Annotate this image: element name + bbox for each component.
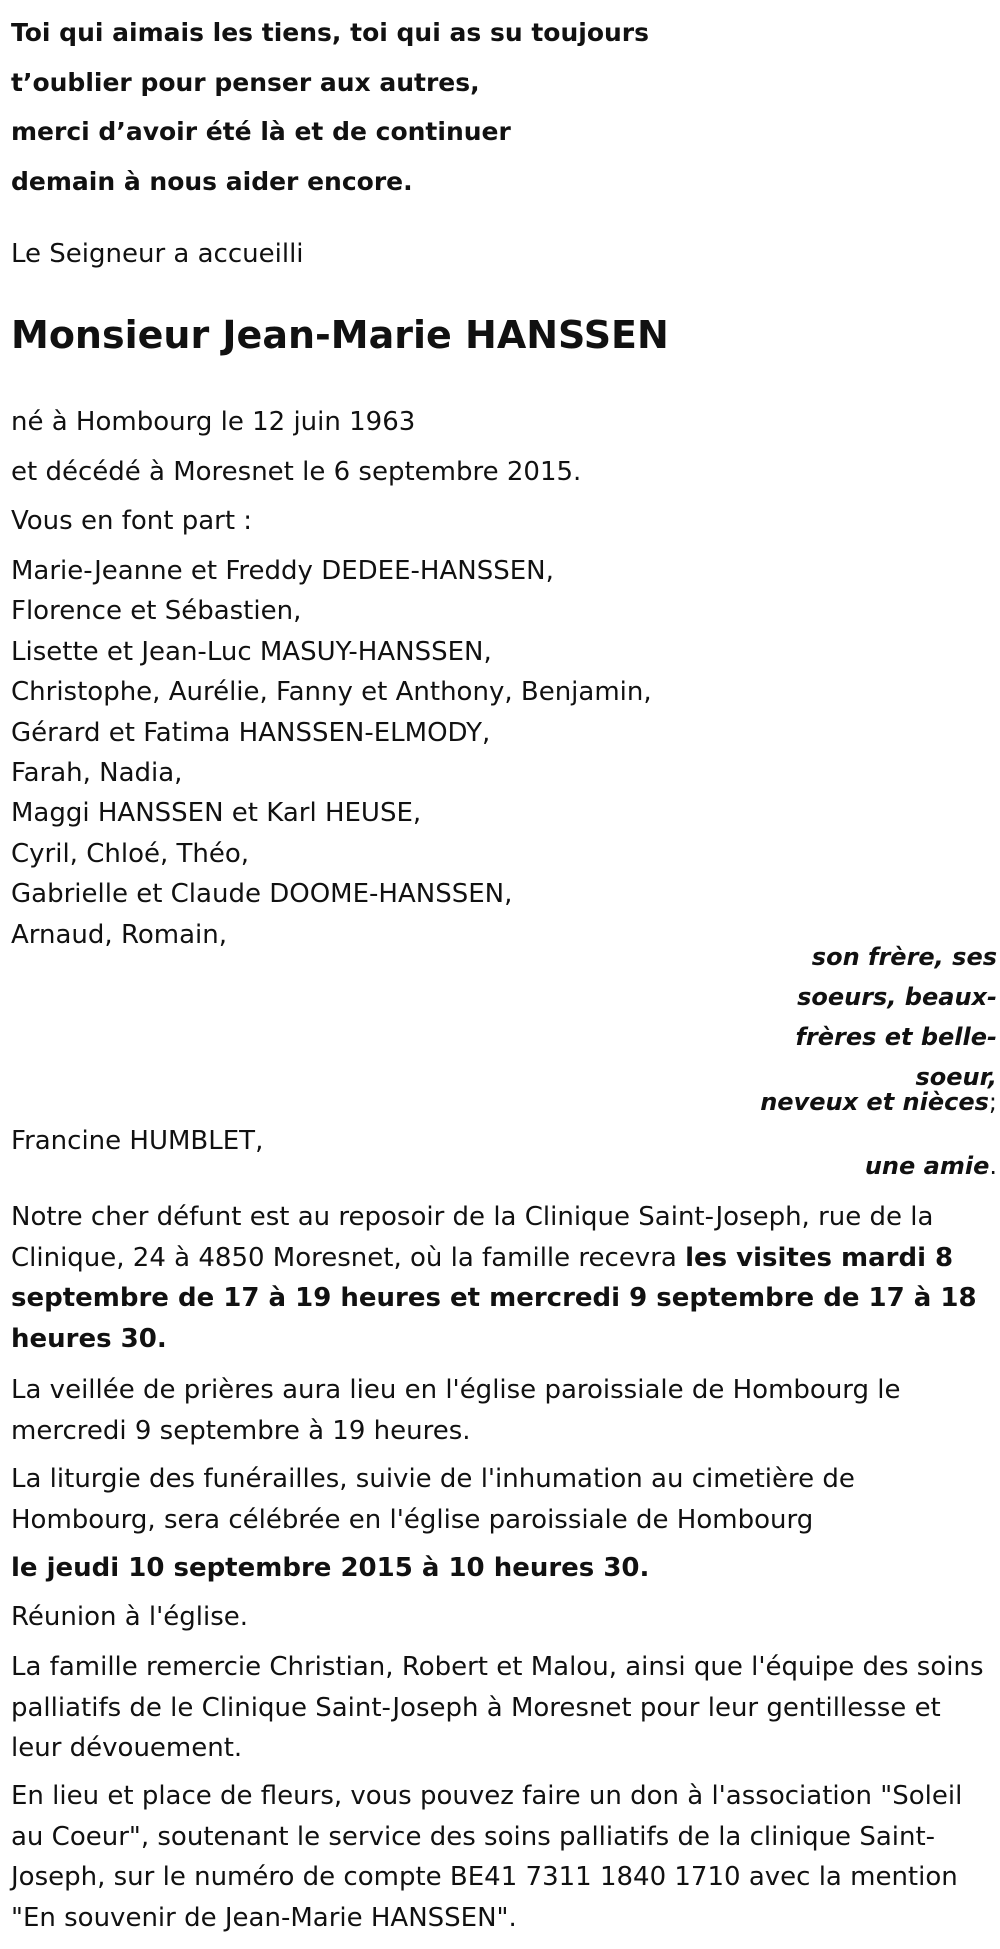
visit-hours: les visites mardi 8 septembre de 17 à 19 heures et mercredi 9 septembre de 17 à 18 heures 30.	[11, 1242, 977, 1354]
relation-friend-text: une amie	[864, 1152, 990, 1180]
relation-friend	[865, 1146, 997, 1186]
family-line: Florence et Sébastien,	[11, 596, 302, 627]
poem-line: t’oublier pour penser aux autres,	[11, 67, 480, 97]
family-line: Gérard et Fatima HANSSEN-ELMODY,	[11, 717, 491, 748]
visit-text: Notre cher défunt est au reposoir de la Clinique Saint-Joseph, rue de la Clinique, 24 à 4850 Moresnet, où la famille recevra	[11, 1202, 934, 1273]
funeral-date: le jeudi 10 septembre 2015 à 10 heures 30.	[11, 1553, 650, 1583]
relation-line: soeur,	[915, 1063, 997, 1091]
family-line: Arnaud, Romain,	[11, 919, 227, 950]
family-line: Lisette et Jean-Luc MASUY-HANSSEN,	[11, 636, 492, 667]
death-line: et décédé à Moresnet le 6 septembre 2015.	[11, 457, 582, 487]
friend-name: Francine HUMBLET,	[11, 1126, 264, 1156]
relation-friend-punct: .	[989, 1152, 997, 1180]
relation-nephews	[760, 1082, 997, 1122]
announce-line: Vous en font part :	[11, 506, 253, 536]
relation-line: frères et belle-	[795, 1023, 997, 1051]
family-line: Gabrielle et Claude DOOME-HANSSEN,	[11, 879, 513, 910]
family-line: Marie-Jeanne et Freddy DEDEE-HANSSEN,	[11, 556, 554, 586]
deceased-name: Monsieur Jean-Marie HANSSEN	[11, 313, 669, 357]
visit-paragraph	[11, 1197, 986, 1359]
family-list	[11, 551, 652, 955]
relation-line: son frère, ses	[811, 943, 997, 971]
vigil-paragraph: La veillée de prières aura lieu en l'église paroissiale de Hombourg le mercredi 9 septembre à 19 heures.	[11, 1375, 901, 1446]
liturgy-paragraph: La liturgie des funérailles, suivie de l'inhumation au cimetière de Hombourg, sera célébrée en l'église paroissiale de Hombourg	[11, 1464, 855, 1535]
thanks-paragraph: La famille remercie Christian, Robert et Malou, ainsi que l'équipe des soins palliatifs de le Clinique Saint-Joseph à Moresnet pour leur gentillesse et leur dévouement.	[11, 1652, 984, 1763]
poem-line: demain à nous aider encore.	[11, 166, 413, 196]
poem-line: merci d’avoir été là et de continuer	[11, 117, 511, 146]
family-line: Maggi HANSSEN et Karl HEUSE,	[11, 798, 422, 829]
reunion-line: Réunion à l'église.	[11, 1602, 249, 1632]
relation-nephews-text: neveux et nièces	[760, 1088, 989, 1116]
donation-paragraph: En lieu et place de fleurs, vous pouvez faire un don à l'association "Soleil au Coeur", soutenant le service des soins palliatifs de la clinique Saint-Joseph, sur le numéro de compte BE41 7311 1840 1710 avec la mention "En souvenir de Jean-Marie HANSSEN".	[11, 1781, 963, 1933]
family-line: Cyril, Chloé, Théo,	[11, 838, 250, 869]
poem-line: Toi qui aimais les tiens, toi qui as su toujours	[11, 18, 650, 47]
relation-line: soeurs, beaux-	[797, 983, 997, 1011]
poem	[11, 8, 649, 206]
birth-line: né à Hombourg le 12 juin 1963	[11, 407, 416, 437]
family-line: Christophe, Aurélie, Fanny et Anthony, Benjamin,	[11, 677, 652, 708]
family-line: Farah, Nadia,	[11, 758, 183, 789]
intro-text: Le Seigneur a accueilli	[11, 239, 304, 269]
relation-nephews-punct: ;	[988, 1088, 997, 1116]
